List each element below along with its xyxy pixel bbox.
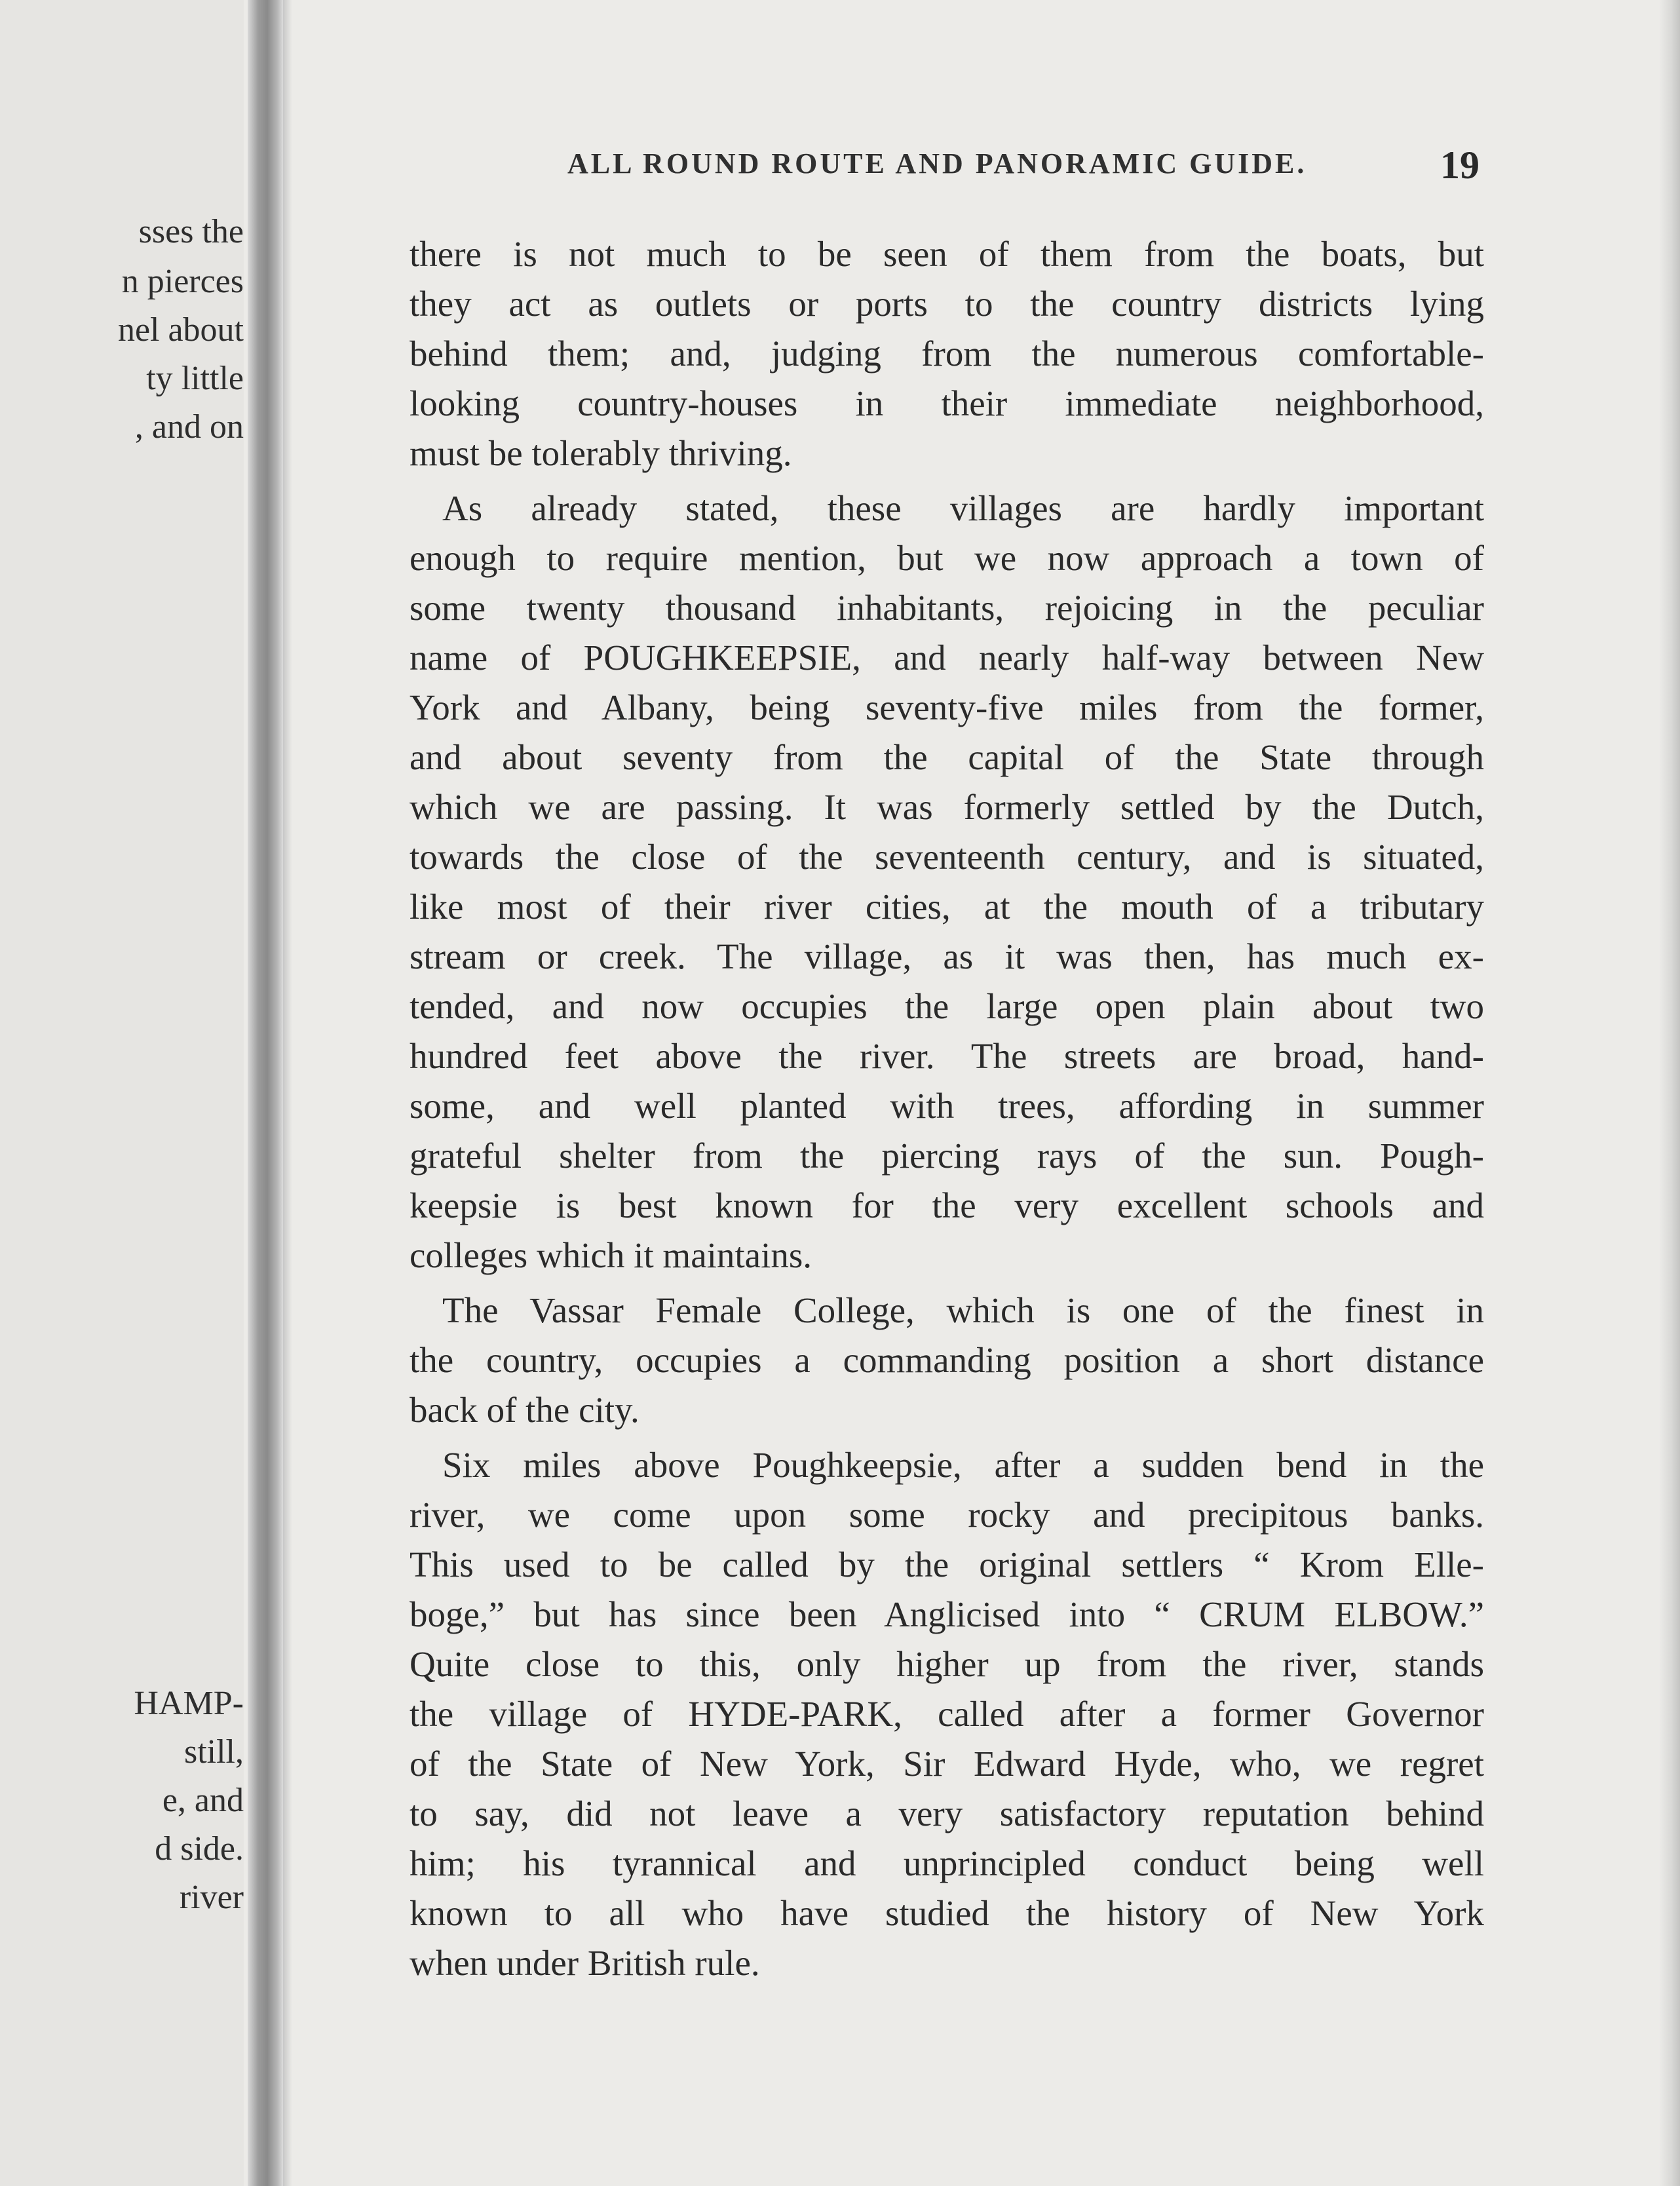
text-line: boge,” but has since been Anglicised into “ CRUM ELBOW.” (410, 1594, 1484, 1634)
text-line: tended, and now occupies the large open plain about two (410, 986, 1484, 1026)
text-line: the country, occupies a commanding position a short distance (410, 1340, 1484, 1380)
facing-page-line: ty little (146, 360, 244, 397)
facing-page-line: still, (183, 1733, 244, 1771)
facing-page-line: sses the (138, 213, 244, 250)
text-line: behind them; and, judging from the numerous comfortable- (410, 334, 1484, 374)
text-line: they act as outlets or ports to the country districts lying (410, 284, 1484, 324)
facing-page-line: n pierces (121, 263, 244, 300)
text-line: some, and well planted with trees, affording in summer (410, 1086, 1484, 1126)
page-number: 19 (1440, 144, 1480, 187)
text-line: name of POUGHKEEPSIE, and nearly half-way between New (410, 638, 1484, 678)
text-line: like most of their river cities, at the mouth of a tributary (410, 887, 1484, 927)
page-edge (1659, 0, 1680, 2186)
facing-page-line: d side. (155, 1830, 244, 1868)
text-line: enough to require mention, but we now approach a town of (410, 538, 1484, 578)
text-line: back of the city. (410, 1390, 640, 1430)
facing-page (0, 0, 244, 2186)
text-line: Six miles above Poughkeepsie, after a sudden bend in the (442, 1445, 1484, 1485)
body-text (410, 229, 1484, 1988)
text-line: when under British rule. (410, 1943, 760, 1983)
paragraph (410, 1286, 1484, 1435)
text-line: This used to be called by the original settlers “ Krom Elle- (410, 1544, 1484, 1584)
book-gutter (248, 0, 283, 2186)
text-line: there is not much to be seen of them from the boats, but (410, 234, 1484, 274)
text-line: some twenty thousand inhabitants, rejoicing in the peculiar (410, 588, 1484, 628)
text-line: river, we come upon some rocky and precipitous banks. (410, 1495, 1484, 1535)
paragraph (410, 229, 1484, 478)
text-line: grateful shelter from the piercing rays of the sun. Pough- (410, 1136, 1484, 1176)
text-line: towards the close of the seventeenth century, and is situated, (410, 837, 1484, 877)
spine-shadow (283, 0, 292, 2186)
text-line: York and Albany, being seventy-five miles from the former, (410, 687, 1484, 727)
facing-page-line: HAMP- (134, 1685, 244, 1722)
paragraph (410, 484, 1484, 1280)
text-line: the village of HYDE-PARK, called after a former Governor (410, 1694, 1484, 1734)
text-line: and about seventy from the capital of the State through (410, 737, 1484, 777)
facing-page-line: nel about (117, 311, 244, 349)
text-line: colleges which it maintains. (410, 1235, 812, 1275)
text-line: must be tolerably thriving. (410, 433, 792, 473)
text-line: him; his tyrannical and unprincipled conduct being well (410, 1843, 1484, 1883)
text-line: stream or creek. The village, as it was then, has much ex- (410, 936, 1484, 976)
text-line: of the State of New York, Sir Edward Hyde, who, we regret (410, 1744, 1484, 1784)
running-head: ALL ROUND ROUTE AND PANORAMIC GUIDE. (567, 147, 1307, 180)
text-line: Quite close to this, only higher up from the river, stands (410, 1644, 1484, 1684)
text-line: which we are passing. It was formerly settled by the Dutch, (410, 787, 1484, 827)
text-line: keepsie is best known for the very excellent schools and (410, 1185, 1484, 1225)
text-line: The Vassar Female College, which is one of the finest in (442, 1290, 1484, 1330)
text-line: hundred feet above the river. The streets are broad, hand- (410, 1036, 1484, 1076)
text-line: to say, did not leave a very satisfactory reputation behind (410, 1793, 1484, 1833)
paragraph (410, 1440, 1484, 1988)
facing-page-line: e, and (162, 1782, 244, 1819)
facing-page-line: river (179, 1879, 244, 1916)
text-line: known to all who have studied the history of New York (410, 1893, 1484, 1933)
facing-page-line: , and on (134, 408, 244, 446)
text-line: As already stated, these villages are hardly important (442, 488, 1484, 528)
text-line: looking country-houses in their immediate neighborhood, (410, 383, 1484, 423)
